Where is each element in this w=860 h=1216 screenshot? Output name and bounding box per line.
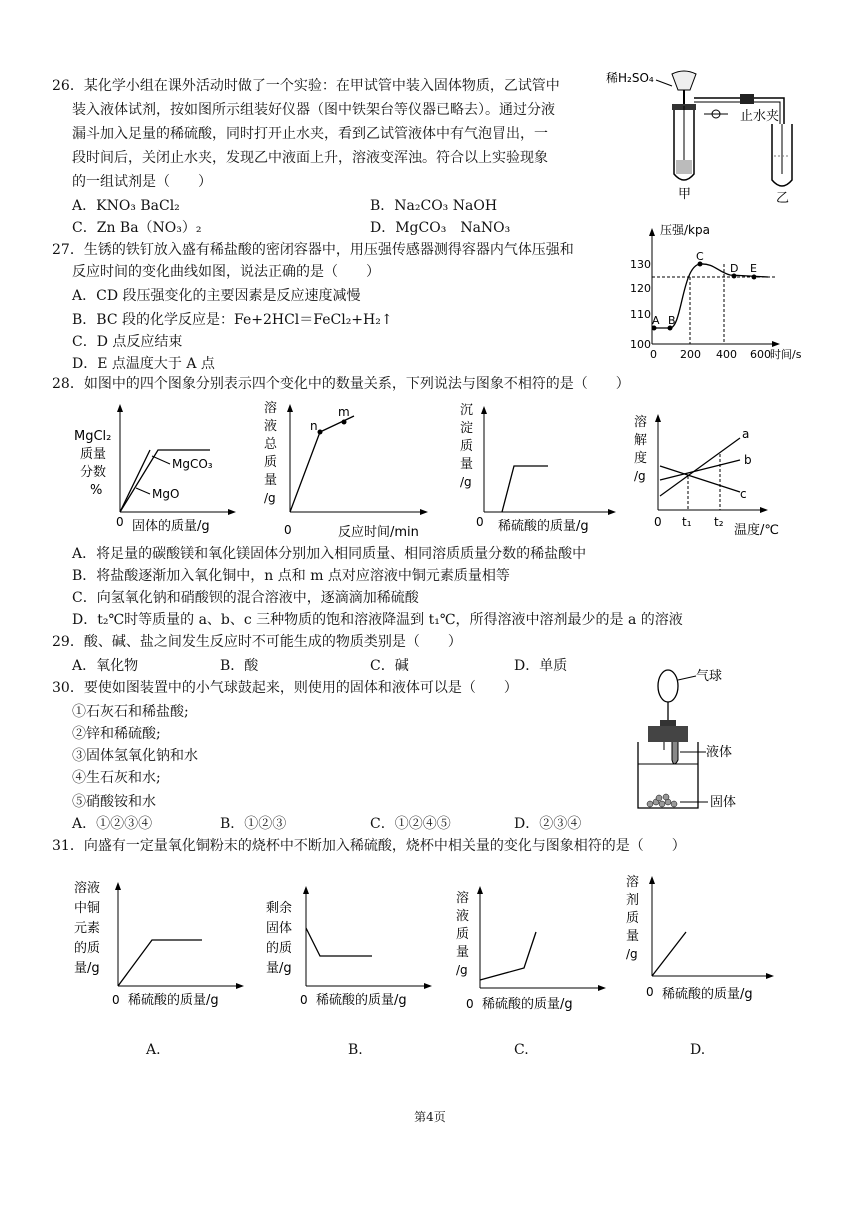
q31-figd-ylabel-5: /g <box>626 947 638 961</box>
q28-figure-4 <box>630 410 790 540</box>
q28-fig2-origin: 0 <box>284 523 292 537</box>
q28-figure-1 <box>72 400 242 540</box>
q26-clamp-label: 止水夹 <box>740 109 780 124</box>
q26-line-4: 段时间后，关闭止水夹，发现乙中液面上升，溶液变浑浊。符合以上实验现象 <box>72 150 548 166</box>
q31-figa-origin: 0 <box>112 993 120 1007</box>
q28-fig4-ylabel-1: 溶 <box>634 415 648 430</box>
q31-figc-origin: 0 <box>466 997 474 1011</box>
q30-item-2: ②锌和稀硫酸; <box>72 726 161 742</box>
q31-figa-ylabel-5: 量/g <box>74 961 100 976</box>
q28-fig2-point-n: n <box>310 419 318 433</box>
q28-option-d: D．t₂℃时等质量的 a、b、c 三种物质的饱和溶液降温到 t₁℃，所得溶液中溶剂最少的是 a 的溶液 <box>72 612 683 628</box>
q30-option-c: C．①②④⑤ <box>370 816 451 832</box>
q27-xtick-0: 0 <box>650 348 657 360</box>
q28-fig3-xlabel: 稀硫酸的质量/g <box>498 519 589 534</box>
q27-ytick-110: 110 <box>630 308 651 321</box>
q27-ytick-120: 120 <box>630 282 651 295</box>
q28-fig4-t2: t₂ <box>714 515 724 529</box>
q28-fig4-origin: 0 <box>654 515 662 529</box>
q30-option-a: A．①②③④ <box>72 816 153 832</box>
q31-figd-ylabel-1: 溶 <box>626 875 640 890</box>
q28-option-c: C．向氢氧化钠和硝酸钡的混合溶液中，逐滴滴加稀硫酸 <box>72 590 419 606</box>
q31-figc-ylabel-1: 溶 <box>456 891 470 906</box>
q28-fig1-ylabel-4: % <box>90 483 103 498</box>
q31-figa-ylabel-3: 元素 <box>74 921 101 936</box>
q31-figb-origin: 0 <box>300 993 308 1007</box>
q27-line-2: 反应时间的变化曲线如图，说法正确的是（ ） <box>72 264 380 280</box>
q29-option-b: B．酸 <box>220 658 259 674</box>
q29-stem: 29．酸、碱、盐之间发生反应时不可能生成的物质类别是（ ） <box>52 634 462 650</box>
q29-option-c: C．碱 <box>370 658 409 674</box>
q28-fig2-ylabel-3: 总 <box>264 437 278 452</box>
q26-line-3: 漏斗加入足量的稀硫酸，同时打开止水夹，看到乙试管液体中有气泡冒出，一 <box>72 126 548 142</box>
q27-point-c: C <box>696 250 704 263</box>
q27-pressure-chart <box>630 220 820 360</box>
q28-fig1-ylabel-2: 质量 <box>80 447 107 462</box>
q28-fig2-ylabel-4: 质 <box>264 455 278 470</box>
q26-option-c: C．Zn Ba（NO₃）₂ <box>72 220 202 236</box>
q26-option-a: A．KNO₃ BaCl₂ <box>72 198 180 214</box>
q26-acid-label: 稀H₂SO₄ <box>606 71 654 85</box>
q27-option-c: C．D 点反应结束 <box>72 334 183 350</box>
q31-figb-ylabel-3: 的质 <box>266 941 293 956</box>
q28-figure-2 <box>258 400 438 540</box>
q27-point-b: B <box>668 314 676 327</box>
q31-figure-b <box>262 876 442 1016</box>
q28-fig3-ylabel-4: 量 <box>460 457 474 472</box>
q28-fig3-origin: 0 <box>476 515 484 529</box>
q31-figc-ylabel-2: 液 <box>456 909 470 924</box>
q31-figd-ylabel-4: 量 <box>626 929 640 944</box>
q26-line-5: 的一组试剂是（ ） <box>72 174 212 190</box>
q28-fig1-ylabel-1: MgCl₂ <box>74 429 112 444</box>
q27-point-d: D <box>730 262 739 275</box>
q28-fig3-ylabel-3: 质 <box>460 439 474 454</box>
q31-figc-ylabel-5: /g <box>456 963 468 977</box>
q30-balloon-label: 气球 <box>696 669 723 684</box>
q31-figb-ylabel-2: 固体 <box>266 921 293 936</box>
q31-tag-d: D. <box>690 1042 706 1058</box>
q30-option-d: D．②③④ <box>514 816 582 832</box>
q30-item-1: ①石灰石和稀盐酸; <box>72 704 189 720</box>
q31-figa-ylabel-2: 中铜 <box>74 901 101 916</box>
q28-fig4-xlabel: 温度/℃ <box>734 523 779 538</box>
q27-option-b: B．BC 段的化学反应是：Fe+2HCl＝FeCl₂+H₂↑ <box>72 312 393 328</box>
q31-stem: 31．向盛有一定量氧化铜粉末的烧杯中不断加入稀硫酸，烧杯中相关量的变化与图象相符的是（ ） <box>52 838 686 854</box>
q27-point-e: E <box>750 262 757 275</box>
q26-line-2: 装入液体试剂，按如图所示组装好仪器（图中铁架台等仪器已略去）。通过分液 <box>72 102 555 118</box>
q31-figure-d <box>624 872 804 1012</box>
q31-figb-ylabel-4: 量/g <box>266 961 292 976</box>
q28-fig3-ylabel-1: 沉 <box>460 403 474 418</box>
q28-fig4-curve-b: b <box>744 453 752 467</box>
q28-fig4-ylabel-2: 解 <box>634 433 648 448</box>
q27-point-a: A <box>652 314 660 327</box>
q27-ytick-100: 100 <box>630 338 651 351</box>
q29-option-a: A．氧化物 <box>72 658 139 674</box>
q27-line-1: 27．生锈的铁钉放入盛有稀盐酸的密闭容器中，用压强传感器测得容器内气体压强和 <box>52 242 574 258</box>
q26-line-1: 26．某化学小组在课外活动时做了一个实验：在甲试管中装入固体物质，乙试管中 <box>52 78 560 94</box>
q28-fig2-ylabel-6: /g <box>264 491 276 505</box>
q28-figure-3 <box>454 400 624 540</box>
q31-figd-ylabel-2: 剂 <box>626 893 640 908</box>
q26-apparatus-figure <box>604 64 814 204</box>
q30-solid-label: 固体 <box>710 795 737 810</box>
q31-figa-ylabel-4: 的质 <box>74 941 101 956</box>
q31-figc-xlabel: 稀硫酸的质量/g <box>482 997 573 1012</box>
q28-fig2-ylabel-2: 液 <box>264 419 278 434</box>
q29-option-d: D．单质 <box>514 658 568 674</box>
q28-fig4-t1: t₁ <box>682 515 692 529</box>
q28-fig4-ylabel-4: /g <box>634 469 646 483</box>
q31-figure-c <box>452 876 622 1016</box>
q31-figd-xlabel: 稀硫酸的质量/g <box>662 987 753 1002</box>
q31-figd-ylabel-3: 质 <box>626 911 640 926</box>
q26-option-b: B．Na₂CO₃ NaOH <box>370 198 498 214</box>
q28-fig1-series-mgco3: MgCO₃ <box>172 457 213 471</box>
q30-apparatus-figure <box>628 660 758 820</box>
q30-option-b: B．①②③ <box>220 816 287 832</box>
q31-figd-origin: 0 <box>646 985 654 999</box>
q27-xtick-400: 400 <box>716 348 737 360</box>
q31-figb-xlabel: 稀硫酸的质量/g <box>316 993 407 1008</box>
q27-ytick-130: 130 <box>630 258 651 271</box>
q28-fig1-ylabel-3: 分数 <box>80 465 107 480</box>
q28-option-a: A．将足量的碳酸镁和氧化镁固体分别加入相同质量、相同溶质质量分数的稀盐酸中 <box>72 546 587 562</box>
q31-figa-xlabel: 稀硫酸的质量/g <box>128 993 219 1008</box>
q30-item-4: ④生石灰和水; <box>72 770 161 786</box>
q31-figa-ylabel-1: 溶液 <box>74 881 101 896</box>
q28-stem: 28．如图中的四个图象分别表示四个变化中的数量关系，下列说法与图象不相符的是（ ） <box>52 376 630 392</box>
q28-fig3-ylabel-5: /g <box>460 475 472 489</box>
q28-option-b: B．将盐酸逐渐加入氧化铜中，n 点和 m 点对应溶液中铜元素质量相等 <box>72 568 510 584</box>
q31-tag-c: C. <box>514 1042 529 1058</box>
q28-fig2-point-m: m <box>338 405 350 419</box>
q31-figb-ylabel-1: 剩余 <box>266 901 293 916</box>
q30-item-3: ③固体氢氧化钠和水 <box>72 748 198 764</box>
q28-fig4-curve-c: c <box>740 487 747 501</box>
q26-tube-yi: 乙 <box>776 191 790 204</box>
q28-fig1-origin: 0 <box>116 515 124 529</box>
q31-tag-b: B. <box>348 1042 363 1058</box>
q30-stem: 30．要使如图装置中的小气球鼓起来，则使用的固体和液体可以是（ ） <box>52 680 518 696</box>
q31-figure-a <box>72 876 252 1016</box>
q30-liquid-label: 液体 <box>706 745 733 760</box>
q30-item-5: ⑤硝酸铵和水 <box>72 794 156 810</box>
q26-option-d: D．MgCO₃ NaNO₃ <box>370 220 511 236</box>
q31-figc-ylabel-3: 质 <box>456 927 470 942</box>
q27-xtick-200: 200 <box>680 348 701 360</box>
q27-option-d: D．E 点温度大于 A 点 <box>72 356 215 372</box>
q26-tube-jia: 甲 <box>678 187 692 202</box>
q28-fig1-xlabel: 固体的质量/g <box>132 519 210 534</box>
q28-fig1-series-mgo: MgO <box>152 487 180 501</box>
q31-figc-ylabel-4: 量 <box>456 945 470 960</box>
q31-tag-a: A. <box>146 1042 161 1058</box>
q27-ylabel: 压强/kpa <box>660 223 710 237</box>
q28-fig4-ylabel-3: 度 <box>634 451 648 466</box>
q28-fig2-xlabel: 反应时间/min <box>338 525 419 540</box>
q28-fig4-curve-a: a <box>742 427 750 441</box>
q28-fig3-ylabel-2: 淀 <box>460 421 474 436</box>
q27-xlabel: 时间/s <box>770 348 802 360</box>
q27-xtick-600: 600 <box>750 348 771 360</box>
page-number: 第4页 <box>414 1110 446 1124</box>
q28-fig2-ylabel-1: 溶 <box>264 401 278 416</box>
q28-fig2-ylabel-5: 量 <box>264 473 278 488</box>
q27-option-a: A．CD 段压强变化的主要因素是反应速度减慢 <box>72 288 361 304</box>
